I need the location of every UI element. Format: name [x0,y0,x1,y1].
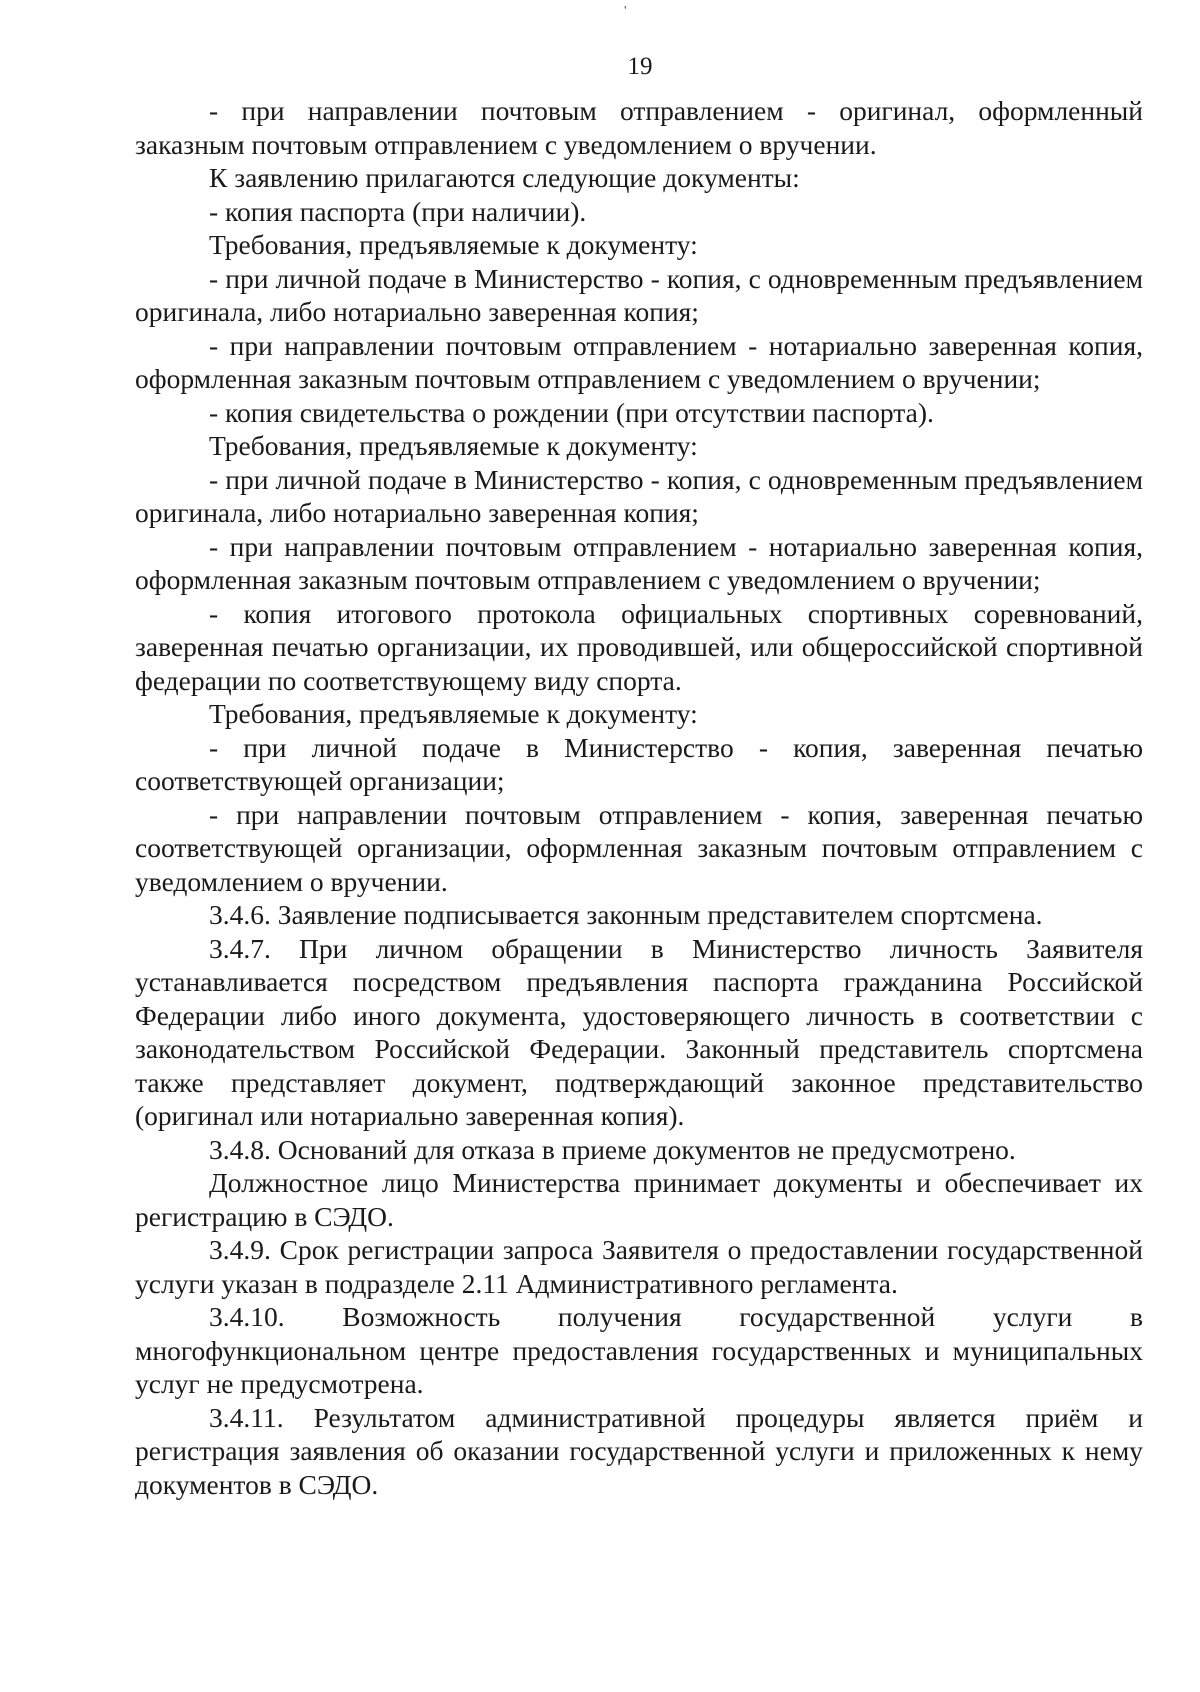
paragraph-clause-3-4-10: 3.4.10. Возможность получения государственной услуги в многофункциональном центре предоставления государственных и муниципальных услуг не предусмотрена. [135,1301,1143,1399]
paragraph-clause-3-4-6: 3.4.6. Заявление подписывается законным представителем спортсмена. [209,899,1043,930]
paragraph-clause-3-4-9: 3.4.9. Срок регистрации запроса Заявителя о предоставлении государственной услуги указан в подразделе 2.11 Административного регламента. [135,1234,1143,1299]
paragraph-postal-original: - при направлении почтовым отправлением - оригинал, оформленный заказным почтовым отправлением с уведомлением о вручении. [135,95,1143,160]
paragraph-competition-protocol-copy: - копия итогового протокола официальных спортивных соревнований, заверенная печатью организации, их проводившей, или общероссийской спортивной федерации по соответствующему виду спорта. [135,597,1143,696]
paragraph-passport-copy: - копия паспорта (при наличии). [209,195,587,227]
paragraph-personal-submission: - при личной подаче в Министерство - копия, заверенная печатью соответствующей организации; [135,731,1143,796]
paragraph-registration-sedo: Должностное лицо Министерства принимает документы и обеспечивает их регистрацию в СЭДО. [135,1167,1143,1232]
paragraph-personal-submission: - при личной подаче в Министерство - копия, с одновременным предъявлением оригинала, либо нотариально заверенная копия; [135,262,1143,327]
page-number: 19 [627,53,653,80]
paragraph-attached-documents-heading: К заявлению прилагаются следующие документы: [209,162,800,193]
paragraph-clause-3-4-7: 3.4.7. При личном обращении в Министерство личность Заявителя устанавливается посредством предъявления паспорта гражданина Российской Федерации либо иного документа, удостоверяющего личность в соответствии с законодательством Российской Федерации. Законный представитель спортсмена также представляет документ, подтверждающий законное представительство (оригинал или нотариально заверенная копия). [135,932,1143,1131]
scan-mark: ' [624,4,627,19]
paragraph-postal-submission: - при направлении почтовым отправлением - копия, заверенная печатью соответствующей организации, оформленная заказным почтовым отправлением с уведомлением о вручении. [135,798,1143,897]
paragraph-clause-3-4-11: 3.4.11. Результатом административной процедуры является приём и регистрация заявления об оказании государственной услуги и приложенных к нему документов в СЭДО. [135,1401,1143,1500]
paragraph-requirements-heading: Требования, предъявляемые к документу: [209,430,698,461]
paragraph-personal-submission: - при личной подаче в Министерство - копия, с одновременным предъявлением оригинала, либо нотариально заверенная копия; [135,463,1143,528]
paragraph-requirements-heading: Требования, предъявляемые к документу: [209,229,698,260]
paragraph-birth-certificate-copy: - копия свидетельства о рождении (при отсутствии паспорта). [209,396,934,428]
paragraph-postal-submission: - при направлении почтовым отправлением - нотариально заверенная копия, оформленная заказным почтовым отправлением с уведомлением о вручении; [135,530,1143,595]
paragraph-requirements-heading: Требования, предъявляемые к документу: [209,698,698,729]
paragraph-clause-3-4-8: 3.4.8. Оснований для отказа в приеме документов не предусмотрено. [209,1133,1016,1165]
paragraph-postal-submission: - при направлении почтовым отправлением - нотариально заверенная копия, оформленная заказным почтовым отправлением с уведомлением о вручении; [135,329,1143,394]
document-body [135,94,1143,1501]
